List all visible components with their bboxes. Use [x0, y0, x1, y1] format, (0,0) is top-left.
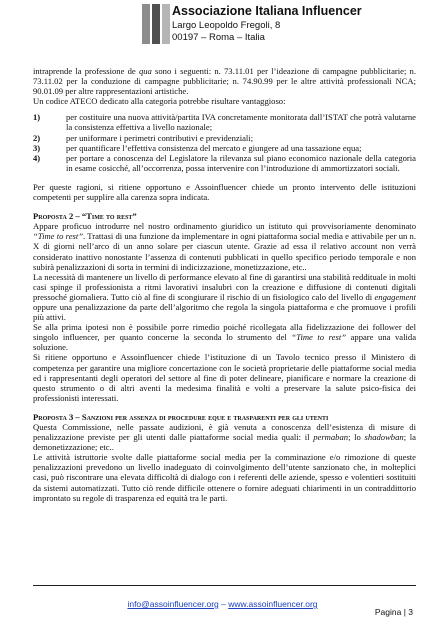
page-number: Pagina | 3	[374, 607, 413, 617]
text-run: Questa Commissione, nelle passate audizioni, è già venuta a conoscenza dell’esistenza di misure di penalizzazione previste per gli utenti dalle piattaforme social media quali: il	[33, 422, 416, 443]
section-heading-proposta-2	[33, 211, 416, 221]
organization-address	[172, 20, 280, 44]
text-run: Se alla prima ipotesi non è possibile porre rimedio poiché ricollegata alla fidelizzazione dei follower del singolo influencer, per quanto concerne la seconda lo strumento del	[33, 322, 416, 343]
paragraph-request-intervention: Per queste ragioni, si ritiene opportuno e Assoinfluencer chiede un pronto intervento delle istituzioni competenti per supplire alla carenza sopra indicata.	[33, 181, 416, 203]
organization-name: Associazione Italiana Influencer	[172, 4, 362, 18]
italic-run: “Time to rest”	[291, 332, 347, 343]
email-link[interactable]: info@assoinfluencer.org	[127, 599, 219, 609]
footer-separator: –	[218, 599, 229, 609]
list-item	[33, 133, 416, 143]
paragraph-first-hypothesis	[33, 322, 416, 352]
list-text: per uniformare i perimetri contributivi e previdenziali;	[66, 132, 254, 143]
paragraph-investigative-activities: Le attività istruttorie svolte dalle piattaforme social media per la comminazione e/o rimozione di queste penalizzazioni prevedono un livello inadeguato di coinvolgimento dell’utente sanzionato che, in molteplici casi, può riscontrare una elevata difficoltà di dialogo con i referenti delle aziende, spesso e volentieri sostituiti da sistemi automatizzati. Tutto ciò rende difficile ottenere o fornire adeguati chiarimenti in un contraddittorio improntato su regole di trasparenza ed equità tra le parti.	[33, 452, 416, 503]
list-text: per portare a conoscenza del Legislatore la rilevanza sul piano economico nazionale della categoria in esame cosicché, all’occorrenza, possa intervenire con l’introduzione di ammortizzatori sociali.	[66, 152, 416, 173]
paragraph-technical-table: Si ritiene opportuno e Assoinfluencer chiede l’istituzione di un Tavolo tecnico presso il Ministero di competenza per garantire una migliore concertazione con le società proprietarie delle piattaforme social media ed i rappresentanti degli operatori del settore al fine di poter delineare, pianificare e normare la creazione di questo strumento o di altri aventi la medesima finalità e volti a preservare la salute psico-fisica dei professionisti interessati.	[33, 352, 416, 403]
list-number: 2)	[33, 132, 41, 143]
list-item	[33, 143, 416, 153]
heading-prefix: Proposta 2 –	[33, 211, 82, 222]
text-run: ; la demonetizzazione; etc..	[33, 432, 416, 453]
document-body	[33, 66, 416, 503]
text-run: appare una valida soluzione.	[33, 332, 417, 353]
text-run: sono i seguenti: n. 73.11.01 per l’ideazione di campagne pubblicitarie; n. 73.11.02 per la conduzione di campagne pubblicitarie; n. 74.90.99 per le altre attività professionali NCA; 90.01.09 per altre rappresentazioni artistiche.	[33, 66, 416, 97]
text-run: intraprende la professione de	[33, 66, 139, 76]
paragraph-ateco-codes	[33, 66, 416, 96]
paragraph-penalization-measures	[33, 422, 416, 452]
list-text: per costituire una nuova attività/partita IVA concretamente monitorata dall’ISTAT che potrà valutarne la consistenza effettiva a livello nazionale;	[66, 112, 416, 133]
address-line-1: Largo Leopoldo Fregoli, 8	[172, 20, 281, 31]
list-item	[33, 153, 416, 173]
heading-title: Sanzioni per assenza di procedure eque e trasparenti per gli utenti	[81, 411, 329, 422]
website-link[interactable]: www.assoinfluencer.org	[228, 599, 318, 609]
list-item	[33, 112, 416, 132]
italic-run: shadowban	[364, 432, 404, 443]
italic-run: “Time to rest”	[33, 231, 84, 242]
advantages-list	[33, 112, 416, 173]
footer-divider	[33, 585, 416, 586]
list-number: 1)	[33, 112, 41, 123]
text-run: oppure una penalizzazione da parte dell’algoritmo che regola la singola piattaforma e che promuove i profili più attivi.	[33, 301, 416, 323]
italic-run: qua	[138, 66, 152, 76]
logo-bar-pale	[162, 4, 170, 44]
text-run: . Trattasi di una funzione da implementare in ogni piattaforma social media e attivabile per un n. X di giorni nell’arco di un anno solare per ciascun utente. Grazie ad essa il relativo account non verrà considerato inattivo nonostante l’assenza di contenuti pubblicati in quello specifico periodo temporale e non subirà penalizzazioni di sorta in termini di indicizzazione, monetizzazione, etc..	[33, 231, 416, 272]
list-number: 4)	[33, 152, 41, 163]
paragraph-performance	[33, 272, 416, 322]
logo-bar-dark	[152, 4, 160, 44]
paragraph-ateco-advantage: Un codice ATECO dedicato alla categoria potrebbe risultare vantaggioso:	[33, 96, 286, 107]
section-heading-proposta-3	[33, 412, 416, 422]
heading-title: “Time to rest”	[81, 211, 137, 222]
association-logo	[136, 4, 172, 44]
italic-run: engagement	[374, 291, 416, 302]
text-run: ; lo	[348, 432, 365, 443]
list-number: 3)	[33, 142, 41, 153]
italic-run: permaban	[313, 432, 349, 443]
text-run: Appare proficuo introdurre nel nostro ordinamento giuridico un istituto qui provvisoriamente denominato	[33, 221, 416, 232]
logo-bar-light	[142, 4, 150, 44]
paragraph-time-to-rest-intro	[33, 221, 416, 271]
list-text: per quantificare l’effettiva consistenza del mercato e giungere ad una tassazione equa;	[66, 142, 362, 153]
address-line-2: 00197 – Roma – Italia	[172, 32, 265, 43]
text-run: La necessità di mantenere un livello di performance elevato al fine di garantirsi una stabilità reddituale in molti casi spinge il professionista a ritmi lavorativi insalubri con la creazione e diffusione di contenuti digitali pressoché giornaliera. Tutto ciò al fine di scongiurare il rischio di un fisiologico calo del livello di	[33, 271, 416, 302]
heading-prefix: Proposta 3 –	[33, 411, 82, 422]
